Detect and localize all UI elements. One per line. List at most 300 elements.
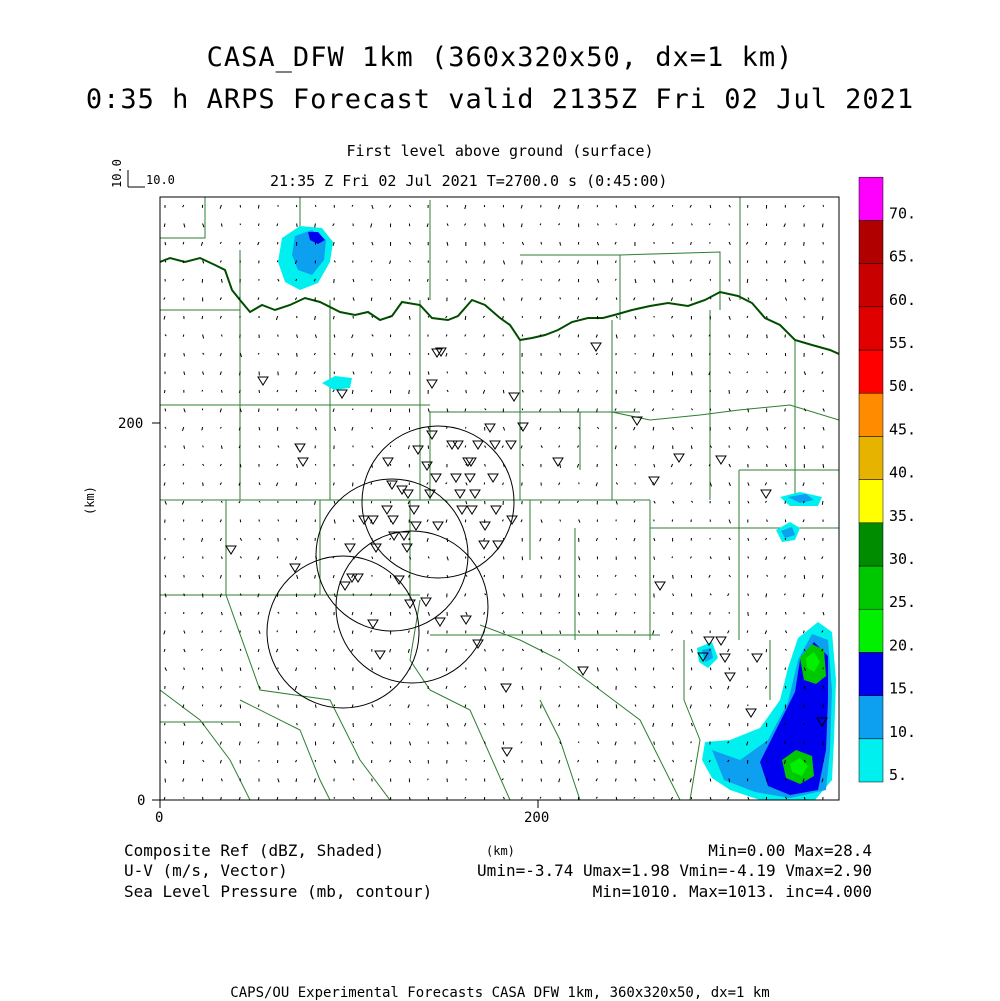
radar-site-marker [553, 458, 563, 466]
wind-vector [465, 723, 466, 726]
wind-vector [597, 668, 598, 672]
radar-site-marker [368, 516, 378, 524]
radar-site-marker [226, 546, 236, 554]
wind-vector [447, 390, 448, 392]
wind-vector [634, 520, 635, 523]
wind-vector [353, 779, 354, 781]
wind-vector [559, 723, 560, 726]
wind-vector [220, 538, 221, 541]
wind-vector [183, 557, 184, 559]
wind-vector [258, 742, 259, 744]
wind-vector [635, 686, 636, 688]
wind-vector [485, 409, 487, 411]
wind-vector [409, 316, 410, 320]
radar-site-marker [506, 441, 516, 449]
wind-vector [710, 242, 711, 244]
wind-vector [691, 242, 692, 245]
wind-vector [635, 390, 636, 392]
wind-vector [579, 557, 580, 561]
wind-vector [559, 279, 560, 281]
radar-site-marker [479, 541, 489, 549]
wind-vector [240, 612, 241, 616]
wind-vector [465, 316, 466, 320]
wind-vector [729, 612, 730, 614]
colorbar-swatch [859, 220, 883, 263]
wind-vector [765, 483, 766, 486]
wind-vector [597, 742, 598, 744]
wind-vector [560, 686, 561, 688]
wind-vector [729, 557, 730, 561]
wind-vector [183, 779, 184, 782]
wind-vector [710, 649, 711, 651]
wind-vector [409, 612, 410, 614]
wind-vector [671, 464, 672, 467]
wind-vector [278, 686, 279, 690]
wind-vector [559, 224, 560, 226]
wind-vector [202, 501, 203, 503]
radar-site-marker [461, 616, 471, 624]
wind-vector [616, 631, 617, 633]
wind-vector [823, 742, 824, 746]
wind-vector [334, 668, 335, 670]
wind-vector [485, 649, 486, 652]
wind-vector [503, 261, 504, 265]
wind-vector [371, 224, 372, 228]
wind-vector [484, 612, 485, 615]
wind-vector [578, 446, 579, 448]
wind-vector [729, 242, 730, 245]
wind-vector [541, 742, 542, 746]
wind-vector [804, 261, 805, 264]
radar-site-marker [298, 458, 308, 466]
wind-vector [710, 686, 711, 689]
wind-vector [729, 575, 731, 577]
wind-vector [202, 520, 203, 522]
wind-vector [164, 298, 165, 300]
wind-vector [691, 353, 692, 357]
wind-vector [691, 372, 692, 376]
wind-vector [729, 427, 730, 430]
wind-vector [258, 242, 259, 245]
wind-vector [672, 483, 673, 485]
wind-vector [652, 409, 654, 411]
wind-vector [822, 316, 823, 320]
wind-vector [184, 668, 185, 670]
wind-vector [635, 464, 636, 466]
wind-vector [709, 224, 710, 226]
info-wind-range: Umin=-3.74 Umax=1.98 Vmin=-4.19 Vmax=2.90 [477, 861, 872, 880]
wind-vector [201, 242, 202, 246]
wind-vector [485, 742, 486, 745]
wind-vector [220, 353, 221, 356]
wind-vector [409, 205, 410, 207]
wind-vector [560, 520, 561, 522]
wind-vector [259, 483, 260, 486]
wind-vector [823, 390, 824, 392]
wind-vector [577, 316, 578, 319]
wind-vector [673, 409, 674, 411]
wind-vector [447, 723, 448, 727]
radar-site-marker [427, 431, 437, 439]
wind-vector [334, 501, 335, 504]
wind-vector [315, 464, 316, 466]
wind-vector [596, 298, 598, 301]
wind-vector [258, 649, 259, 652]
wind-vector [409, 298, 410, 300]
wind-vector [560, 409, 561, 412]
wind-vector [691, 520, 692, 523]
wind-vector [709, 575, 710, 578]
radar-site-marker [451, 474, 461, 482]
wind-vector [334, 760, 335, 763]
wind-vector [258, 353, 259, 355]
wind-vector [729, 409, 730, 411]
wind-vector [221, 723, 222, 725]
wind-vector [634, 298, 635, 301]
state-boundary [160, 258, 839, 354]
wind-vector [446, 483, 447, 485]
wind-vector [541, 779, 542, 782]
wind-vector [785, 612, 786, 615]
wind-vector [729, 316, 730, 320]
wind-vector [691, 335, 692, 338]
radar-site-marker [480, 522, 490, 530]
x-tick-200: 200 [524, 810, 549, 826]
wind-vector [446, 353, 447, 357]
wind-vector [427, 279, 428, 282]
wind-vector [314, 372, 315, 374]
wind-vector [673, 261, 674, 264]
wind-vector [484, 335, 485, 338]
wind-vector [559, 446, 560, 448]
wind-vector [522, 335, 523, 337]
wind-vector [579, 483, 580, 485]
wind-vector [259, 501, 260, 503]
radar-site-marker [488, 474, 498, 482]
wind-vector [502, 353, 503, 355]
wind-vector [615, 779, 616, 782]
wind-vector [314, 779, 315, 783]
wind-vector [503, 224, 504, 228]
wind-vector [653, 668, 654, 671]
wind-vector [803, 594, 804, 598]
wind-vector [671, 631, 672, 634]
wind-vector [315, 686, 316, 689]
wind-vector [296, 409, 297, 412]
wind-vector [634, 612, 635, 614]
wind-vector [220, 760, 221, 763]
footer-credit: CAPS/OU Experimental Forecasts CASA DFW 1km, 360x320x50, dx=1 km [0, 985, 1000, 1001]
wind-vector [333, 242, 334, 246]
wind-vector [428, 779, 429, 781]
wind-vector [464, 224, 465, 226]
wind-vector [522, 797, 523, 799]
wind-vector [276, 316, 278, 320]
wind-vector [767, 316, 768, 318]
wind-vector [503, 427, 504, 431]
wind-vector [653, 705, 654, 709]
wind-vector [485, 464, 486, 467]
wind-vector [597, 612, 598, 614]
wind-vector [540, 723, 541, 726]
wind-vector [164, 390, 165, 393]
wind-vector [541, 242, 542, 245]
wind-vector [596, 779, 597, 782]
wind-vector [165, 575, 166, 577]
wind-vector [710, 409, 711, 411]
wind-vector [295, 686, 296, 690]
wind-vector [540, 427, 541, 430]
wind-vector [540, 797, 541, 799]
wind-vector [559, 335, 560, 338]
wind-vector [635, 316, 636, 319]
colorbar-label: 50. [889, 377, 916, 395]
wind-vector [522, 686, 523, 690]
wind-vector [654, 779, 655, 781]
wind-vector [635, 279, 636, 283]
wind-vector [184, 649, 185, 652]
wind-vector [541, 612, 542, 615]
wind-vector [691, 501, 692, 503]
wind-vector [315, 224, 316, 228]
wind-vector [409, 390, 410, 394]
radar-site-marker [433, 522, 443, 530]
wind-vector [258, 594, 259, 598]
wind-vector [203, 261, 204, 264]
wind-vector [428, 501, 429, 504]
radar-site-marker [502, 748, 512, 756]
wind-vector [165, 242, 166, 245]
wind-vector [803, 483, 804, 486]
wind-vector [767, 335, 768, 339]
wind-vector [671, 797, 672, 799]
wind-vector [353, 372, 354, 375]
wind-vector [803, 279, 805, 281]
wind-vector [295, 557, 296, 560]
wind-vector [408, 649, 409, 653]
wind-vector [746, 242, 747, 245]
wind-vector [672, 723, 673, 727]
wind-vector [164, 649, 165, 652]
radar-site-marker [403, 490, 413, 498]
wind-vector [333, 224, 335, 226]
wind-vector [503, 594, 504, 597]
wind-vector [522, 242, 523, 245]
wind-vector [597, 372, 598, 375]
wind-vector [654, 557, 655, 560]
wind-vector [748, 483, 749, 486]
wind-vector [578, 205, 579, 209]
radar-site-marker [387, 481, 397, 489]
wind-vector [277, 631, 278, 633]
wind-vector [728, 594, 730, 596]
wind-vector [748, 501, 749, 503]
wind-vector [465, 409, 466, 412]
wind-vector [503, 335, 504, 337]
wind-vector [277, 298, 278, 300]
wind-vector [278, 612, 279, 614]
wind-vector [522, 575, 523, 578]
wind-vector [559, 372, 560, 375]
wind-vector [428, 353, 429, 355]
colorbar-swatch [859, 350, 883, 393]
wind-vector [784, 390, 785, 393]
wind-vector [521, 298, 522, 301]
county-boundaries [160, 197, 839, 800]
wind-vector [728, 686, 730, 690]
wind-vector [465, 797, 466, 799]
wind-vector [184, 409, 185, 413]
wind-vector [427, 575, 428, 577]
wind-vector [616, 649, 618, 651]
wind-vector [334, 261, 335, 263]
wind-vector [822, 594, 823, 598]
wind-vector [409, 742, 410, 746]
wind-vector [748, 594, 749, 596]
wind-vector [277, 557, 278, 559]
wind-vector [522, 372, 523, 374]
wind-vector [521, 224, 522, 228]
wind-vector [710, 779, 711, 782]
wind-vector [182, 427, 183, 431]
wind-vector [333, 409, 334, 412]
wind-vector [390, 427, 391, 430]
wind-vector [353, 520, 354, 522]
info-field-wind: U-V (m/s, Vector) [124, 861, 288, 880]
wind-vector [748, 353, 749, 355]
wind-vector [616, 594, 617, 596]
wind-vector [466, 261, 467, 264]
info-field-ref: Composite Ref (dBZ, Shaded) [124, 841, 384, 860]
wind-vector [183, 483, 184, 485]
wind-vector [522, 464, 523, 466]
wind-vector [522, 723, 523, 726]
wind-vector [578, 353, 579, 355]
wind-vector [785, 779, 786, 781]
wind-vector [729, 723, 730, 726]
wind-vector [165, 779, 166, 783]
wind-vector [297, 335, 298, 338]
wind-vector [352, 575, 353, 578]
wind-vector [729, 353, 730, 355]
colorbar-label: 40. [889, 464, 916, 482]
wind-vector [276, 483, 277, 487]
wind-vector [165, 742, 166, 744]
wind-vector [615, 409, 616, 411]
wind-vector [315, 298, 316, 302]
wind-vector [315, 316, 316, 320]
wind-vector [447, 261, 448, 263]
radar-site-marker [421, 598, 431, 606]
wind-vector [428, 316, 429, 318]
wind-vector [503, 723, 504, 726]
wind-vector [466, 353, 467, 355]
wind-vector [691, 723, 692, 726]
wind-vector [559, 501, 560, 504]
wind-vector [785, 742, 786, 744]
wind-vector [220, 205, 221, 209]
wind-vector [635, 575, 636, 577]
wind-vector [596, 483, 597, 487]
wind-vector [729, 520, 731, 524]
wind-vector [559, 390, 560, 394]
colorbar-label: 45. [889, 420, 916, 438]
wind-vector [220, 242, 221, 244]
wind-vector [484, 261, 485, 264]
wind-vector [485, 594, 486, 596]
wind-vector [635, 205, 636, 208]
wind-vector [296, 760, 297, 762]
wind-vector [239, 742, 240, 746]
radar-site-marker [491, 506, 501, 514]
wind-vector [615, 575, 616, 577]
radar-site-marker [467, 506, 477, 514]
wind-vector [560, 631, 561, 634]
wind-vector [240, 686, 241, 688]
wind-vector [371, 723, 372, 726]
wind-vector [258, 298, 259, 300]
colorbar-label: 5. [889, 766, 907, 784]
wind-vector [634, 427, 636, 430]
wind-vector [352, 649, 354, 652]
wind-vector [578, 705, 579, 708]
wind-vector [446, 520, 447, 523]
wind-vector [371, 483, 372, 485]
wind-vector [353, 279, 354, 282]
wind-vector [258, 612, 259, 615]
wind-vector [484, 353, 485, 356]
wind-vector [540, 686, 541, 690]
colorbar-swatch [859, 264, 883, 307]
wind-vector [203, 723, 205, 726]
radar-site-marker [368, 620, 378, 628]
wind-vector [258, 205, 259, 209]
colorbar-label: 30. [889, 550, 916, 568]
wind-vector [184, 372, 185, 375]
wind-vector [616, 464, 617, 466]
wind-vector [240, 335, 241, 338]
wind-vector [804, 557, 805, 560]
wind-vector [202, 427, 203, 430]
wind-vector [672, 316, 673, 318]
wind-vector [372, 446, 373, 448]
wind-vector [447, 224, 448, 226]
wind-vector [165, 501, 166, 505]
x-axis-label: (km) [486, 844, 515, 858]
wind-vector [559, 594, 560, 598]
wind-vector [203, 353, 204, 355]
wind-vector [485, 224, 486, 227]
wind-vector [259, 705, 260, 707]
radar-site-marker [258, 377, 268, 385]
colorbar-label: 55. [889, 334, 916, 352]
wind-vector [371, 501, 372, 503]
radar-site-marker [382, 506, 392, 514]
wind-vector [315, 427, 316, 430]
wind-vector [785, 279, 786, 282]
wind-vector [371, 409, 372, 413]
wind-vector [654, 760, 655, 762]
wind-vector [203, 335, 204, 339]
wind-vector [748, 612, 749, 616]
wind-vector [748, 446, 750, 449]
wind-vector [541, 372, 542, 375]
wind-vector [466, 501, 467, 504]
wind-vector [221, 224, 222, 227]
wind-vector [559, 612, 560, 614]
wind-vector [278, 779, 279, 783]
wind-vector [540, 224, 541, 226]
